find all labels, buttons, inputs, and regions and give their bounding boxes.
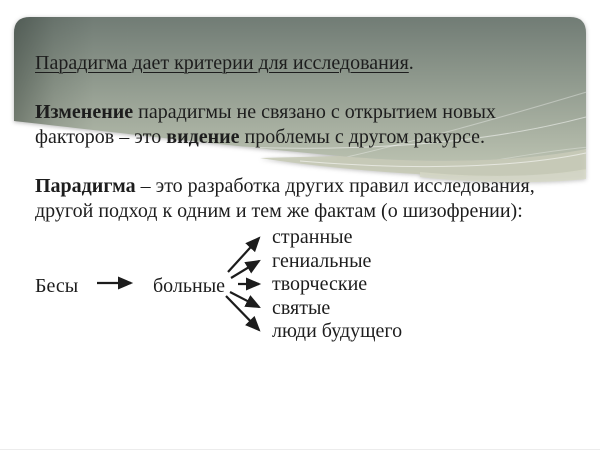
definition-paragraph bbox=[35, 174, 580, 224]
intro-paragraph bbox=[35, 100, 580, 150]
intro-line1-text: парадигмы не связано с открытием новых bbox=[133, 101, 496, 123]
diagram-target-label: гениальные bbox=[272, 249, 372, 272]
arrow-to-target-4 bbox=[230, 292, 259, 307]
arrow-to-target-5 bbox=[226, 296, 259, 330]
slide-title-period: . bbox=[408, 52, 414, 74]
diagram-target-label: святые bbox=[272, 296, 331, 319]
diagram-source-label: Бесы bbox=[35, 275, 79, 297]
slide-title bbox=[35, 51, 580, 76]
definition-line1-text: – это разработка других правил исследования, bbox=[135, 175, 535, 197]
header-wave-decoration bbox=[0, 0, 600, 195]
arrow-to-target-1 bbox=[228, 238, 259, 272]
slide-title-underlined-text: Парадигма дает критерии для исследования bbox=[35, 52, 409, 74]
definition-line2-text: другой подход к одним и тем же фактам (о шизофрении): bbox=[35, 200, 523, 222]
arrow-to-target-2 bbox=[231, 261, 259, 278]
definition-bold-word: Парадигма bbox=[35, 175, 136, 197]
diagram-middle-label: больные bbox=[153, 275, 226, 297]
diagram-target-label: творческие bbox=[272, 273, 368, 295]
intro-bold-word-2: видение bbox=[166, 126, 240, 148]
intro-line2-rest-text: проблемы с другом ракурсе. bbox=[239, 126, 485, 148]
diagram-target-label: странные bbox=[272, 226, 353, 248]
diagram-target-label: люди будущего bbox=[272, 320, 403, 342]
diagram-target-list bbox=[272, 226, 402, 344]
intro-line2-pre-text: факторов – это bbox=[35, 126, 167, 148]
intro-bold-word: Изменение bbox=[35, 101, 134, 123]
